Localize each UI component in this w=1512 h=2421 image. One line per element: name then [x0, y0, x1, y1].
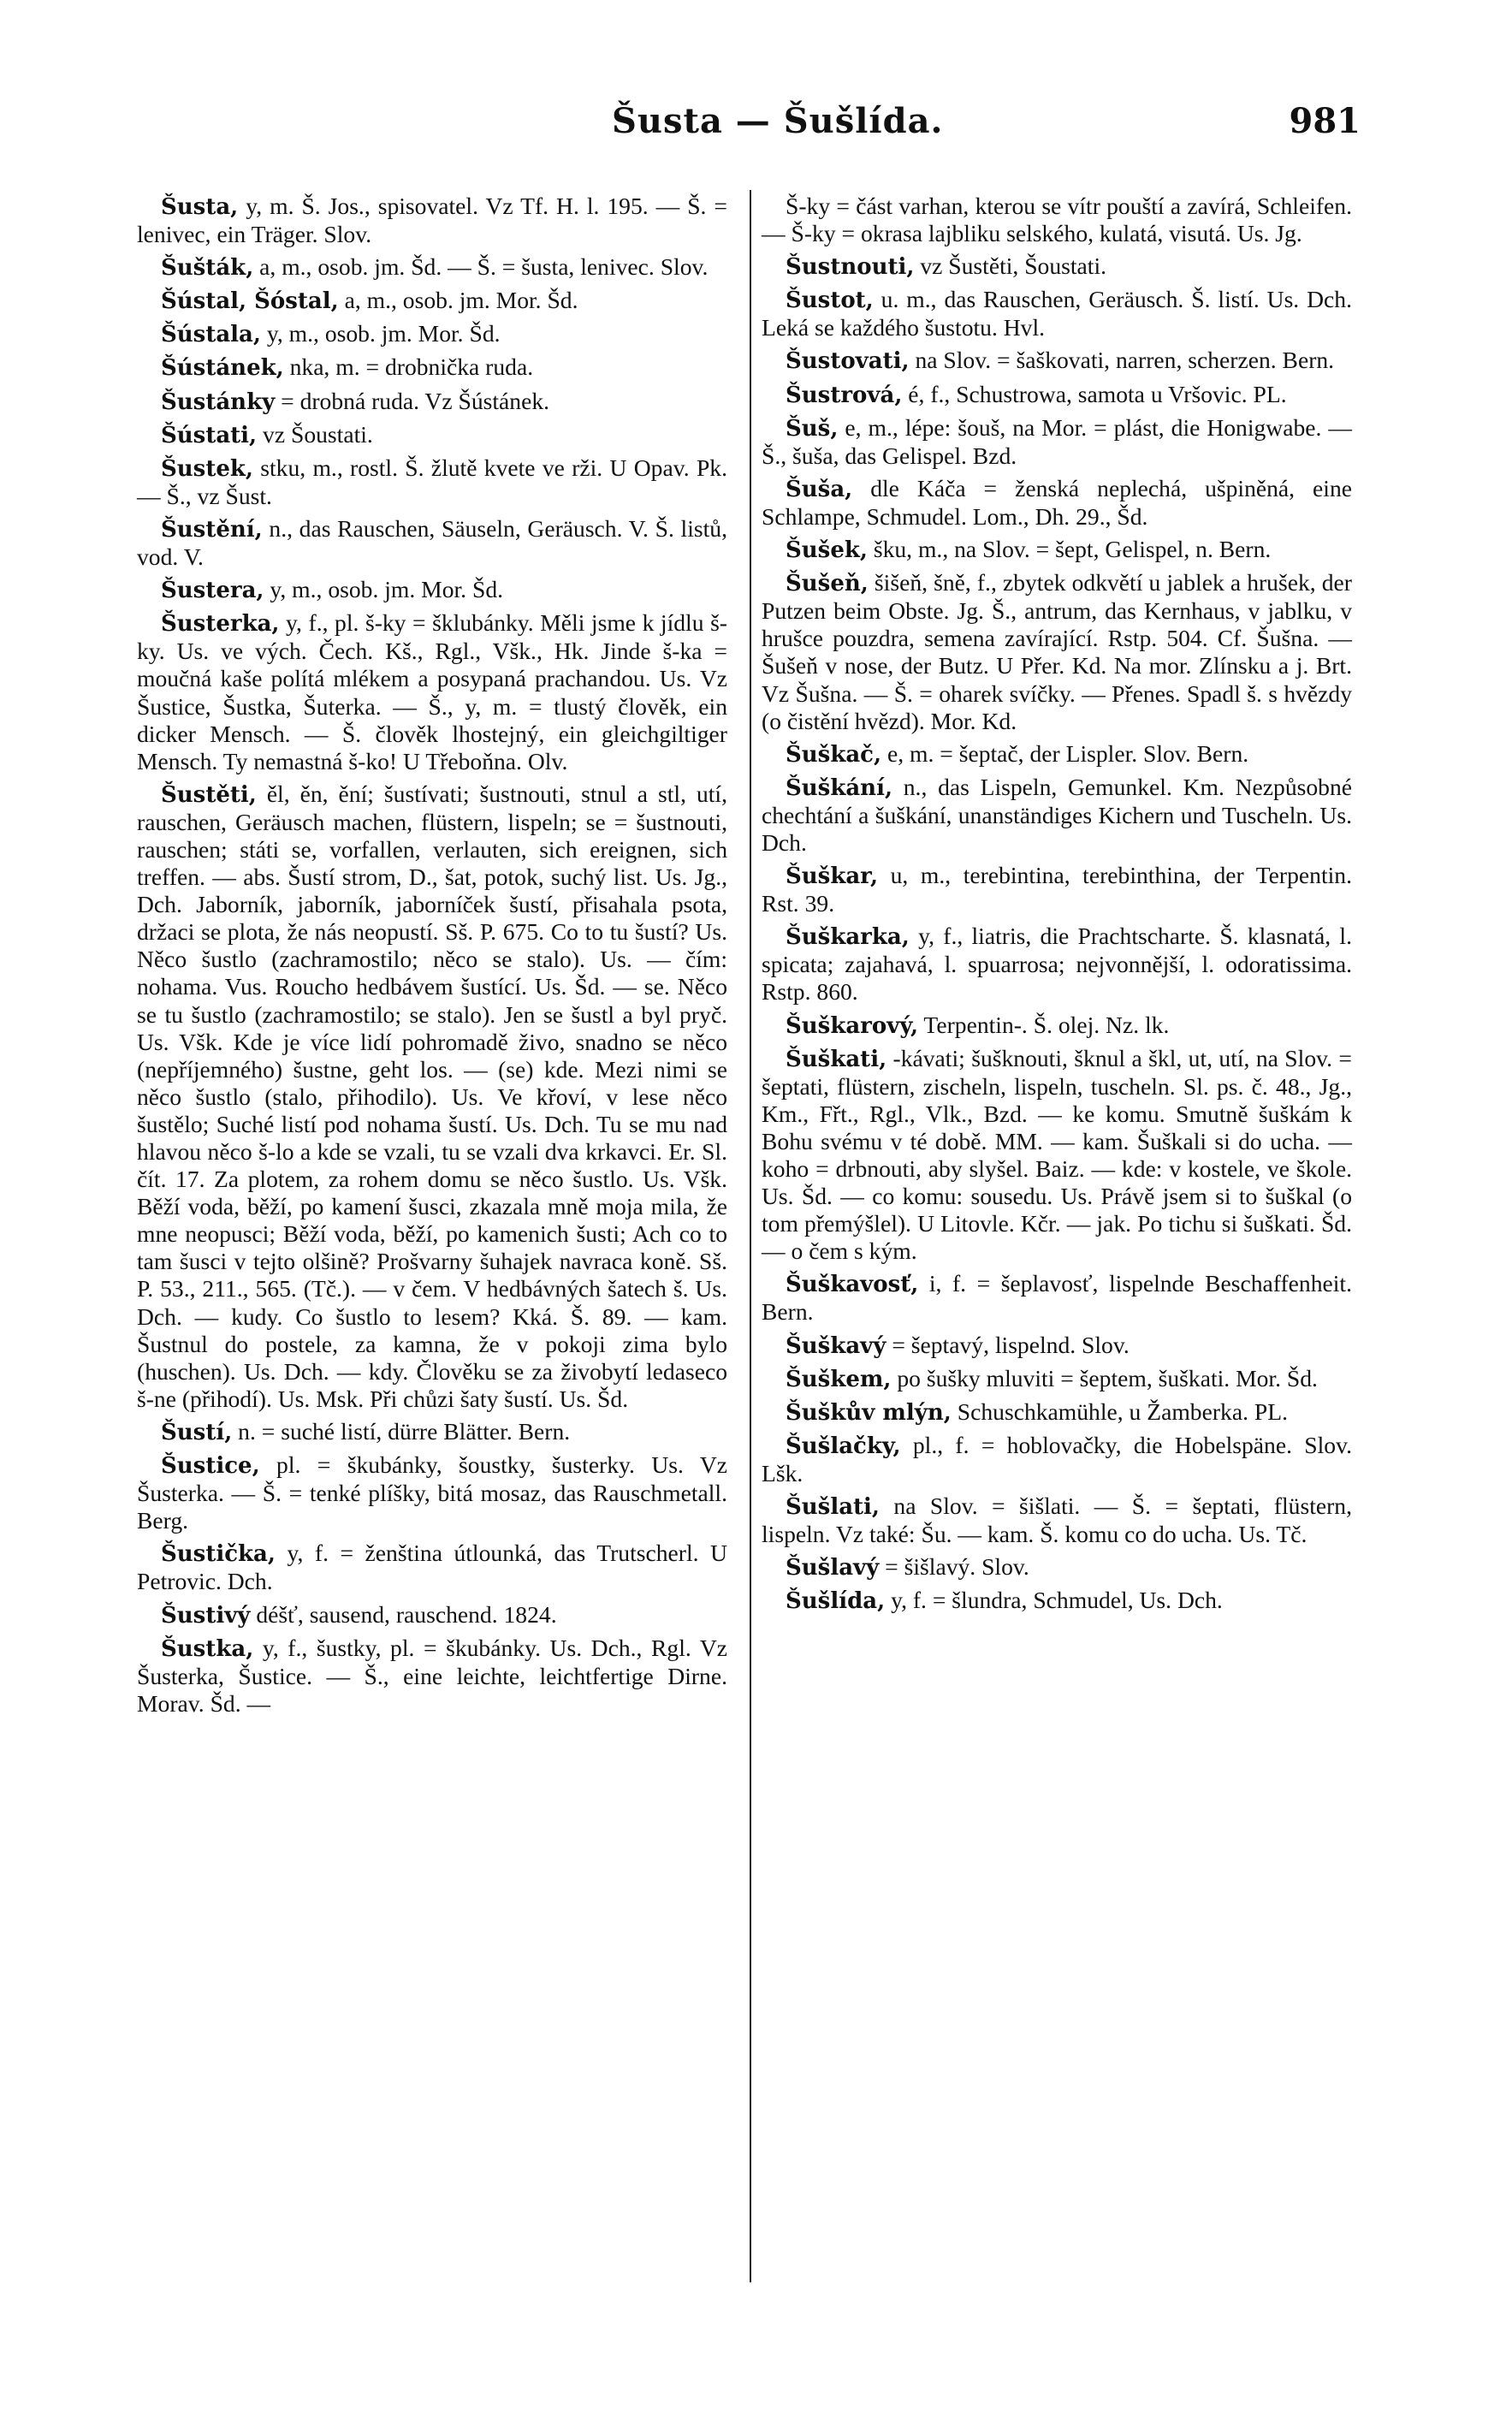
dictionary-entry — [137, 576, 727, 604]
dictionary-entry — [762, 347, 1352, 375]
entry-headword: Šustrová, — [786, 382, 903, 408]
entry-text: na Slov. = šaškovati, narren, scherzen. Bern. — [915, 347, 1335, 374]
entry-headword: Šústati, — [161, 422, 258, 448]
entry-headword: Šuškarka, — [786, 924, 910, 951]
dictionary-entry — [762, 381, 1352, 409]
entry-headword: Šušlavý — [786, 1555, 880, 1581]
entry-headword: Šústánek, — [161, 355, 284, 382]
dictionary-entry — [137, 253, 727, 282]
entry-headword: Šustí, — [161, 1419, 233, 1445]
entry-text: ěl, ěn, ění; šustívati; šustnouti, stnul a stl, utí, rauschen, Geräusch machen, flüstern, lispeln; se = šustnouti, rauschen; státi se, vorfallen, verlauten, sich ereignen, sich treffen. — abs. Šustí strom, D., šat, potok, suchý list. Us. Jg., Dch. Jaborník, jaborník, jaborníček šustí, přisahala psota, držaci se plota, že nás neopustí. Sš. P. 675. Co to tu šustí? Us. Něco šustlo (zachramostilo; něco se stalo). Us. — čím: nohama. Vus. Roucho hedbávem šustící. Us. Šd. — se. Něco se tu šustlo (zachramostilo; se stalo). Jen se šustl a byl pryč. Us. Všk. Kde je více lidí pohromadě živo, snadno se něco (nepříjemného) šustne, geht los. — (se) kde. Mezi nimi se něco šustlo (stalo, přihodilo). Us. Ve křoví, v lese něco šustělo; Suché listí pod nohama šustí. Us. Dch. Tu se mu nad hlavou něco š-lo a kde se vzali, tu se vzali dva krkavci. Er. Sl. čít. 17. Za plotem, za rohem domu se něco šustlo. Us. Všk. Běží voda, běží, po kamení šusci, zkazala mně moja mila, že mne neopusci; Běží voda, běží, po kamenich šusti; Ach co to tam šusci v tejto olšině? Prošvarny šuhajek navraca koně. Sš. P. 53., 211., 565. (Tč.). — v čem. V hedbávných šatech š. Us. Dch. — kudy. Co šustlo to lesem? Kká. Š. 89. — kam. Šustnul do postele, za kamna, že v pokoji zima bylo (huschen). Us. Dch. — kdy. Člověku se za živobytí ledaseco š-ne (přihodí). Us. Msk. Při chůzi šaty šustí. Us. Šd. — [137, 780, 727, 1412]
entry-headword: Šustička, — [161, 1541, 276, 1568]
entry-text: vz Šoustati. — [263, 420, 373, 448]
entry-text: po šušky mluviti = šeptem, šuškati. Mor. Šd. — [897, 1364, 1318, 1391]
entry-headword: Šuškač, — [786, 741, 882, 768]
column-divider — [750, 190, 751, 2282]
entry-text: n., das Lispeln, Gemunkel. Km. Nezpůsobné chechtání a šuškání, unanständiges Kichern und Tuscheln. Us. Dch. — [762, 773, 1352, 856]
dictionary-entry — [137, 388, 727, 416]
entry-headword: Šustánky — [161, 389, 276, 415]
entry-headword: Šušlati, — [786, 1494, 880, 1521]
entry-headword: Šuškar, — [786, 863, 879, 890]
entry-text: nka, m. = drobnička ruda. — [289, 353, 534, 381]
dictionary-entry — [137, 421, 727, 449]
entry-headword: Šustera, — [161, 578, 264, 604]
dictionary-entry — [762, 1492, 1352, 1548]
entry-headword: Šuškání, — [786, 774, 893, 801]
entry-headword: Šuš, — [786, 415, 839, 442]
entry-text: = šišlavý. Slov. — [885, 1553, 1029, 1581]
entry-headword: Šustění, — [161, 516, 263, 543]
dictionary-entry — [137, 320, 727, 348]
dictionary-entry — [137, 1540, 727, 1595]
entry-text: u, m., terebintina, terebinthina, der Terpentin. Rst. 39. — [762, 862, 1352, 917]
entry-headword: Šušek, — [786, 537, 868, 564]
dictionary-entry — [762, 740, 1352, 768]
entry-text: pl. = škubánky, šoustky, šusterky. Us. Vz Šusterka. — Š. = tenké plíšky, bitá mosaz, das Rauschmetall. Berg. — [137, 1451, 727, 1534]
dictionary-entry — [762, 1365, 1352, 1393]
dictionary-entry — [137, 1418, 727, 1446]
dictionary-entry — [762, 475, 1352, 531]
dictionary-entry — [762, 1432, 1352, 1487]
dictionary-entry — [762, 1270, 1352, 1326]
entry-text: -kávati; šušknouti, šknul a škl, ut, utí, na Slov. = šeptati, flüstern, zischeln, lispeln, tuscheln. Sl. ps. č. 48., Jg., Km., Fřt., Rgl., Vlk., Bzd. — ke komu. Smutně šuškám k Bohu svému v té době. MM. — kam. Šuškali si do ucha. — koho = drbnouti, aby slyšel. Baiz. — kde: v kostele, ve škole. Us. Šd. — co komu: sousedu. Us. Právě jsem si to šuškal (o tom přemýšlel). U Litovle. Kčr. — jak. Po tichu si šuškati. Šd. — o čem s kým. — [762, 1044, 1352, 1265]
page-number: 981 — [1289, 101, 1361, 141]
entry-headword: Šusta, — [161, 194, 239, 220]
entry-text: vz Šustěti, Šoustati. — [920, 252, 1107, 280]
dictionary-entry — [762, 414, 1352, 470]
dictionary-entry — [762, 193, 1352, 247]
entry-headword: Šušeň, — [786, 571, 869, 597]
entry-headword: Šustivý — [161, 1602, 251, 1629]
dictionary-entry — [762, 1332, 1352, 1360]
left-column — [137, 193, 727, 1723]
entry-headword: Šustot, — [786, 288, 874, 314]
dictionary-entry — [137, 454, 727, 510]
dictionary-entry — [762, 862, 1352, 917]
entry-text: y, f. = ženština útlounká, das Trutscherl. U Petrovic. Dch. — [137, 1540, 727, 1595]
entry-headword: Šustěti, — [161, 781, 257, 808]
dictionary-entry — [137, 609, 727, 775]
entry-headword: Šustka, — [161, 1635, 254, 1662]
entry-headword: Šuškarový, — [786, 1012, 918, 1039]
entry-text: y, f., liatris, die Prachtscharte. Š. klasnatá, l. spicata; zajahavá, l. spuarrosa; nejvonnější, l. odoratissima. Rstp. 860. — [762, 923, 1352, 1006]
dictionary-entry — [762, 1012, 1352, 1040]
entry-text: dle Káča = ženská neplechá, ušpiněná, eine Schlampe, Schmudel. Lom., Dh. 29., Šd. — [762, 474, 1352, 530]
entry-text: u. m., das Rauschen, Geräusch. Š. listí. Us. Dch. Leká se každého šustotu. Hvl. — [762, 286, 1352, 341]
dictionary-entry — [762, 286, 1352, 341]
entry-text: = šeptavý, lispelnd. Slov. — [892, 1331, 1130, 1358]
entry-text: n., das Rauschen, Säuseln, Geräusch. V. Š. listů, vod. V. — [137, 514, 727, 571]
dictionary-entry — [137, 353, 727, 382]
entry-headword: Šušlačky, — [786, 1433, 901, 1459]
entry-text: Schuschkamühle, u Žamberka. PL. — [957, 1397, 1288, 1425]
entry-text: y, f. = šlundra, Schmudel, Us. Dch. — [891, 1587, 1223, 1614]
entry-text: i, f. = šeplavosť, lispelnde Beschaffenheit. Bern. — [762, 1270, 1352, 1326]
dictionary-entry — [137, 1451, 727, 1534]
entry-headword: Šústala, — [161, 322, 261, 348]
entry-text: y, f., šustky, pl. = škubánky. Us. Dch., Rgl. Vz Šusterka, Šustice. — Š., eine leichte, leichtfertige Dirne. Morav. Šd. — — [137, 1634, 728, 1717]
entry-text: na Slov. = šišlati. — Š. = šeptati, flüstern, lispeln. Vz také: Šu. — kam. Š. komu co do ucha. Us. Tč. — [762, 1492, 1352, 1548]
entry-headword: Šusterka, — [161, 611, 280, 638]
entry-headword: Šústal, Šóstal, — [161, 288, 339, 315]
dictionary-entry — [137, 780, 727, 1413]
dictionary-entry — [762, 774, 1352, 857]
entry-text: y, m., osob. jm. Mor. Šd. — [270, 576, 504, 603]
dictionary-entry — [762, 1587, 1352, 1615]
entry-headword: Šustek, — [161, 455, 253, 482]
running-head: Šusta — Šušlída. — [612, 101, 944, 141]
entry-headword: Šuškavý — [786, 1332, 886, 1359]
entry-headword: Šušták, — [161, 255, 254, 282]
dictionary-entry — [762, 569, 1352, 735]
entry-headword: Šustice, — [161, 1453, 260, 1480]
entry-text: Š-ky = část varhan, kterou se vítr pouští a zavírá, Schleifen. — Š-ky = okrasa lajbliku selského, kulatá, visutá. Us. Jg. — [762, 193, 1352, 247]
dictionary-entry — [762, 1398, 1352, 1427]
dictionary-entry — [137, 1601, 727, 1629]
entry-headword: Šuškův mlýn, — [786, 1399, 952, 1426]
entry-text: a, m., osob. jm. Šd. — Š. = šusta, lenivec. Slov. — [259, 253, 709, 281]
entry-headword: Šustnouti, — [786, 254, 915, 281]
entry-text: déšť, sausend, rauschend. 1824. — [256, 1600, 557, 1628]
dictionary-entry — [762, 1045, 1352, 1266]
entry-headword: Šuškavosť, — [786, 1272, 919, 1298]
page-header — [128, 101, 1361, 152]
entry-text: y, f., pl. š-ky = šklubánky. Měli jsme k jídlu š-ky. Us. ve vých. Čech. Kš., Rgl., Všk., Hk. Jinde š-ka = moučná kaše polítá mlékem a posypaná prachandou. Us. Vz Šustice, Šustka, Šuterka. — Š., y, m. = tlustý člověk, ein dicker Mensch. — Š. člověk lhostejný, ein gleichgiltiger Mensch. Ty nemastná š-ko! U Třeboňna. Olv. — [137, 609, 728, 774]
entry-headword: Šustovati, — [786, 348, 910, 375]
entry-text: stku, m., rostl. Š. žlutě kvete ve rži. U Opav. Pk. — Š., vz Šust. — [137, 454, 727, 509]
entry-text: = drobná ruda. Vz Šústánek. — [281, 387, 550, 414]
entry-text: e, m., lépe: šouš, na Mor. = plást, die Honigwabe. — Š., šuša, das Gelispel. Bzd. — [762, 413, 1352, 469]
entry-headword: Šušlída, — [786, 1588, 886, 1615]
entry-text: Terpentin-. Š. olej. Nz. lk. — [923, 1011, 1170, 1038]
dictionary-entry — [137, 515, 727, 571]
entry-headword: Šuša, — [786, 476, 853, 502]
entry-text: pl., f. = hoblovačky, die Hobelspäne. Slov. Lšk. — [762, 1431, 1353, 1486]
entry-text: y, m. Š. Jos., spisovatel. Vz Tf. H. l. 195. — Š. = lenivec, ein Träger. Slov. — [137, 193, 727, 248]
entry-headword: Šuškem, — [786, 1366, 892, 1392]
entry-text: e, m. = šeptač, der Lispler. Slov. Bern. — [886, 739, 1249, 767]
dictionary-entry — [762, 252, 1352, 281]
right-column — [762, 193, 1352, 1620]
entry-text: a, m., osob. jm. Mor. Šd. — [344, 287, 578, 314]
entry-headword: Šuškati, — [786, 1046, 887, 1072]
dictionary-entry — [137, 287, 727, 315]
dictionary-entry — [137, 1635, 727, 1718]
entry-text: y, m., osob. jm. Mor. Šd. — [266, 320, 501, 347]
dictionary-entry — [762, 1553, 1352, 1581]
dictionary-entry — [762, 536, 1352, 564]
entry-text: šku, m., na Slov. = šept, Gelispel, n. Bern. — [873, 536, 1272, 563]
entry-text: šišeň, šně, f., zbytek odkvětí u jablek a hrušek, der Putzen beim Obste. Jg. Š., antrum, das Kernhaus, v jablku, v hrušce pouzdra, semena zavírající. Rstp. 504. Cf. Šušna. — Šušeň v nose, der Butz. U Přer. Kd. Na mor. Zlínsku a j. Brt. Vz Šušna. — Š. = oharek svíčky. — Přenes. Spadl š. s hvězdy (o čistění hvězd). Mor. Kd. — [762, 569, 1352, 734]
dictionary-entry — [762, 923, 1352, 1006]
entry-text: é, f., Schustrowa, samota u Vršovic. PL. — [908, 380, 1287, 407]
entry-text: n. = suché listí, dürre Blätter. Bern. — [238, 1417, 571, 1445]
dictionary-entry — [137, 193, 727, 248]
